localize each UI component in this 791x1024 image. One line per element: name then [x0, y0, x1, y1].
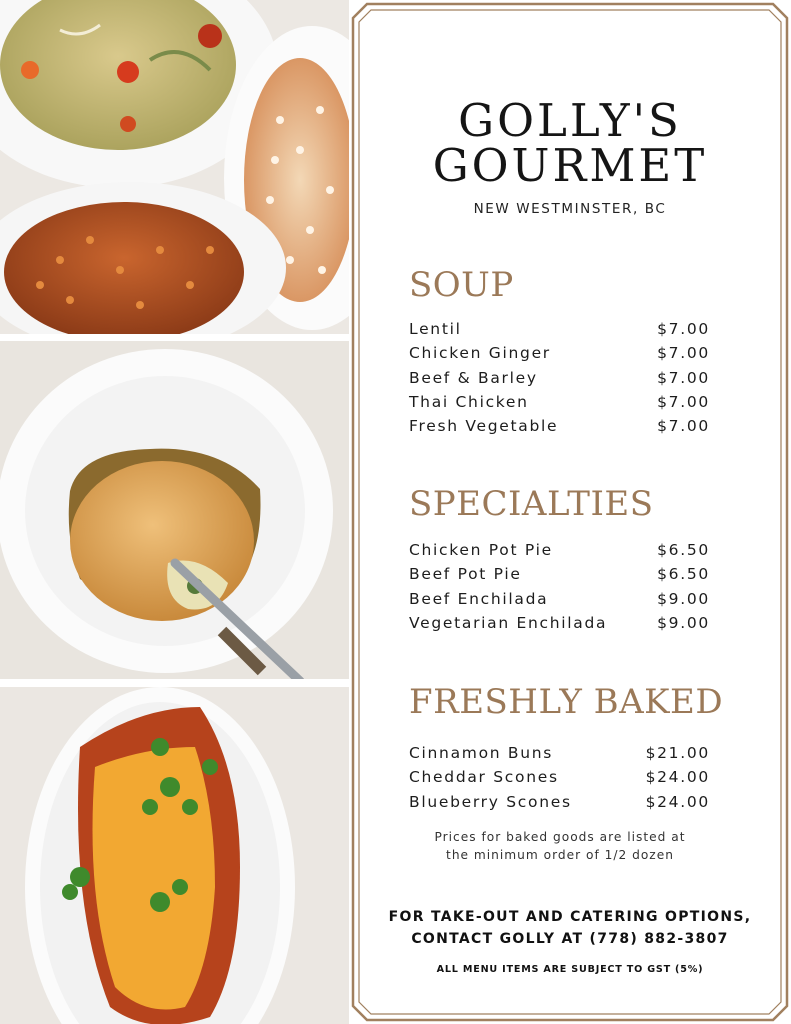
- menu-item-price: $24.00: [645, 792, 710, 811]
- menu-item-price: $24.00: [645, 768, 710, 787]
- menu-item-name: Cinnamon Buns: [409, 744, 554, 762]
- menu-item-price: $21.00: [645, 744, 710, 762]
- menu-item-price: $6.50: [657, 541, 710, 559]
- menu-item-name: Beef & Barley: [409, 368, 538, 387]
- menu-item-name: Beef Enchilada: [409, 589, 549, 608]
- contact-info: [349, 906, 791, 950]
- menu-item: [409, 393, 710, 417]
- brand-name-line-2: GOURMET: [432, 139, 708, 192]
- section-title-soup: SOUP: [409, 265, 514, 305]
- tax-note: ALL MENU ITEMS ARE SUBJECT TO GST (5%): [436, 964, 704, 975]
- specialties-item-list: [409, 541, 710, 638]
- menu-item-name: Vegetarian Enchilada: [409, 613, 608, 632]
- menu-item-price: $7.00: [657, 417, 710, 436]
- menu-item-name: Thai Chicken: [409, 392, 529, 411]
- menu-item: [409, 768, 710, 792]
- menu-item: [409, 565, 710, 589]
- section-title-freshly-baked: FRESHLY BAKED: [409, 682, 724, 722]
- soup-item-list: [409, 320, 710, 441]
- menu-item-name: Chicken Ginger: [409, 344, 551, 363]
- enchilada-photo: [0, 687, 349, 1024]
- baked-item-list: [409, 744, 710, 817]
- contact-line-1: FOR TAKE-OUT AND CATERING OPTIONS,: [388, 909, 752, 925]
- menu-item: [409, 614, 710, 638]
- menu-item: [409, 793, 710, 817]
- menu-item-price: $7.00: [657, 344, 710, 363]
- menu-item-name: Chicken Pot Pie: [409, 541, 553, 559]
- menu-item-price: $7.00: [657, 320, 710, 338]
- baked-goods-note: [409, 828, 711, 864]
- menu-item-name: Beef Pot Pie: [409, 565, 522, 584]
- menu-item: [409, 320, 710, 344]
- menu-item-name: Lentil: [409, 320, 462, 338]
- menu-item-price: $7.00: [657, 368, 710, 387]
- photo-column: [0, 0, 349, 1024]
- menu-item: [409, 417, 710, 441]
- menu-item: [409, 590, 710, 614]
- menu-item: [409, 369, 710, 393]
- menu-item: [409, 744, 710, 768]
- menu-item-name: Cheddar Scones: [409, 768, 559, 787]
- menu-item-price: $6.50: [657, 565, 710, 584]
- soup-bowls-photo: [0, 0, 349, 334]
- pot-pie-photo: [0, 341, 349, 679]
- baked-note-line-1: Prices for baked goods are listed at: [434, 830, 686, 844]
- baked-note-line-2: the minimum order of 1/2 dozen: [446, 848, 674, 862]
- menu-item-price: $9.00: [657, 613, 710, 632]
- section-title-specialties: SPECIALTIES: [409, 484, 654, 524]
- menu-item: [409, 344, 710, 368]
- brand-name-line-1: GOLLY'S: [458, 94, 682, 147]
- menu-card: [349, 0, 791, 1024]
- menu-item-name: Blueberry Scones: [409, 792, 572, 811]
- menu-item-price: $7.00: [657, 392, 710, 411]
- contact-line-2: CONTACT GOLLY AT (778) 882-3807: [411, 931, 729, 947]
- location-label: NEW WESTMINSTER, BC: [473, 201, 667, 217]
- menu-item-price: $9.00: [657, 589, 710, 608]
- menu-item: [409, 541, 710, 565]
- menu-item-name: Fresh Vegetable: [409, 417, 559, 436]
